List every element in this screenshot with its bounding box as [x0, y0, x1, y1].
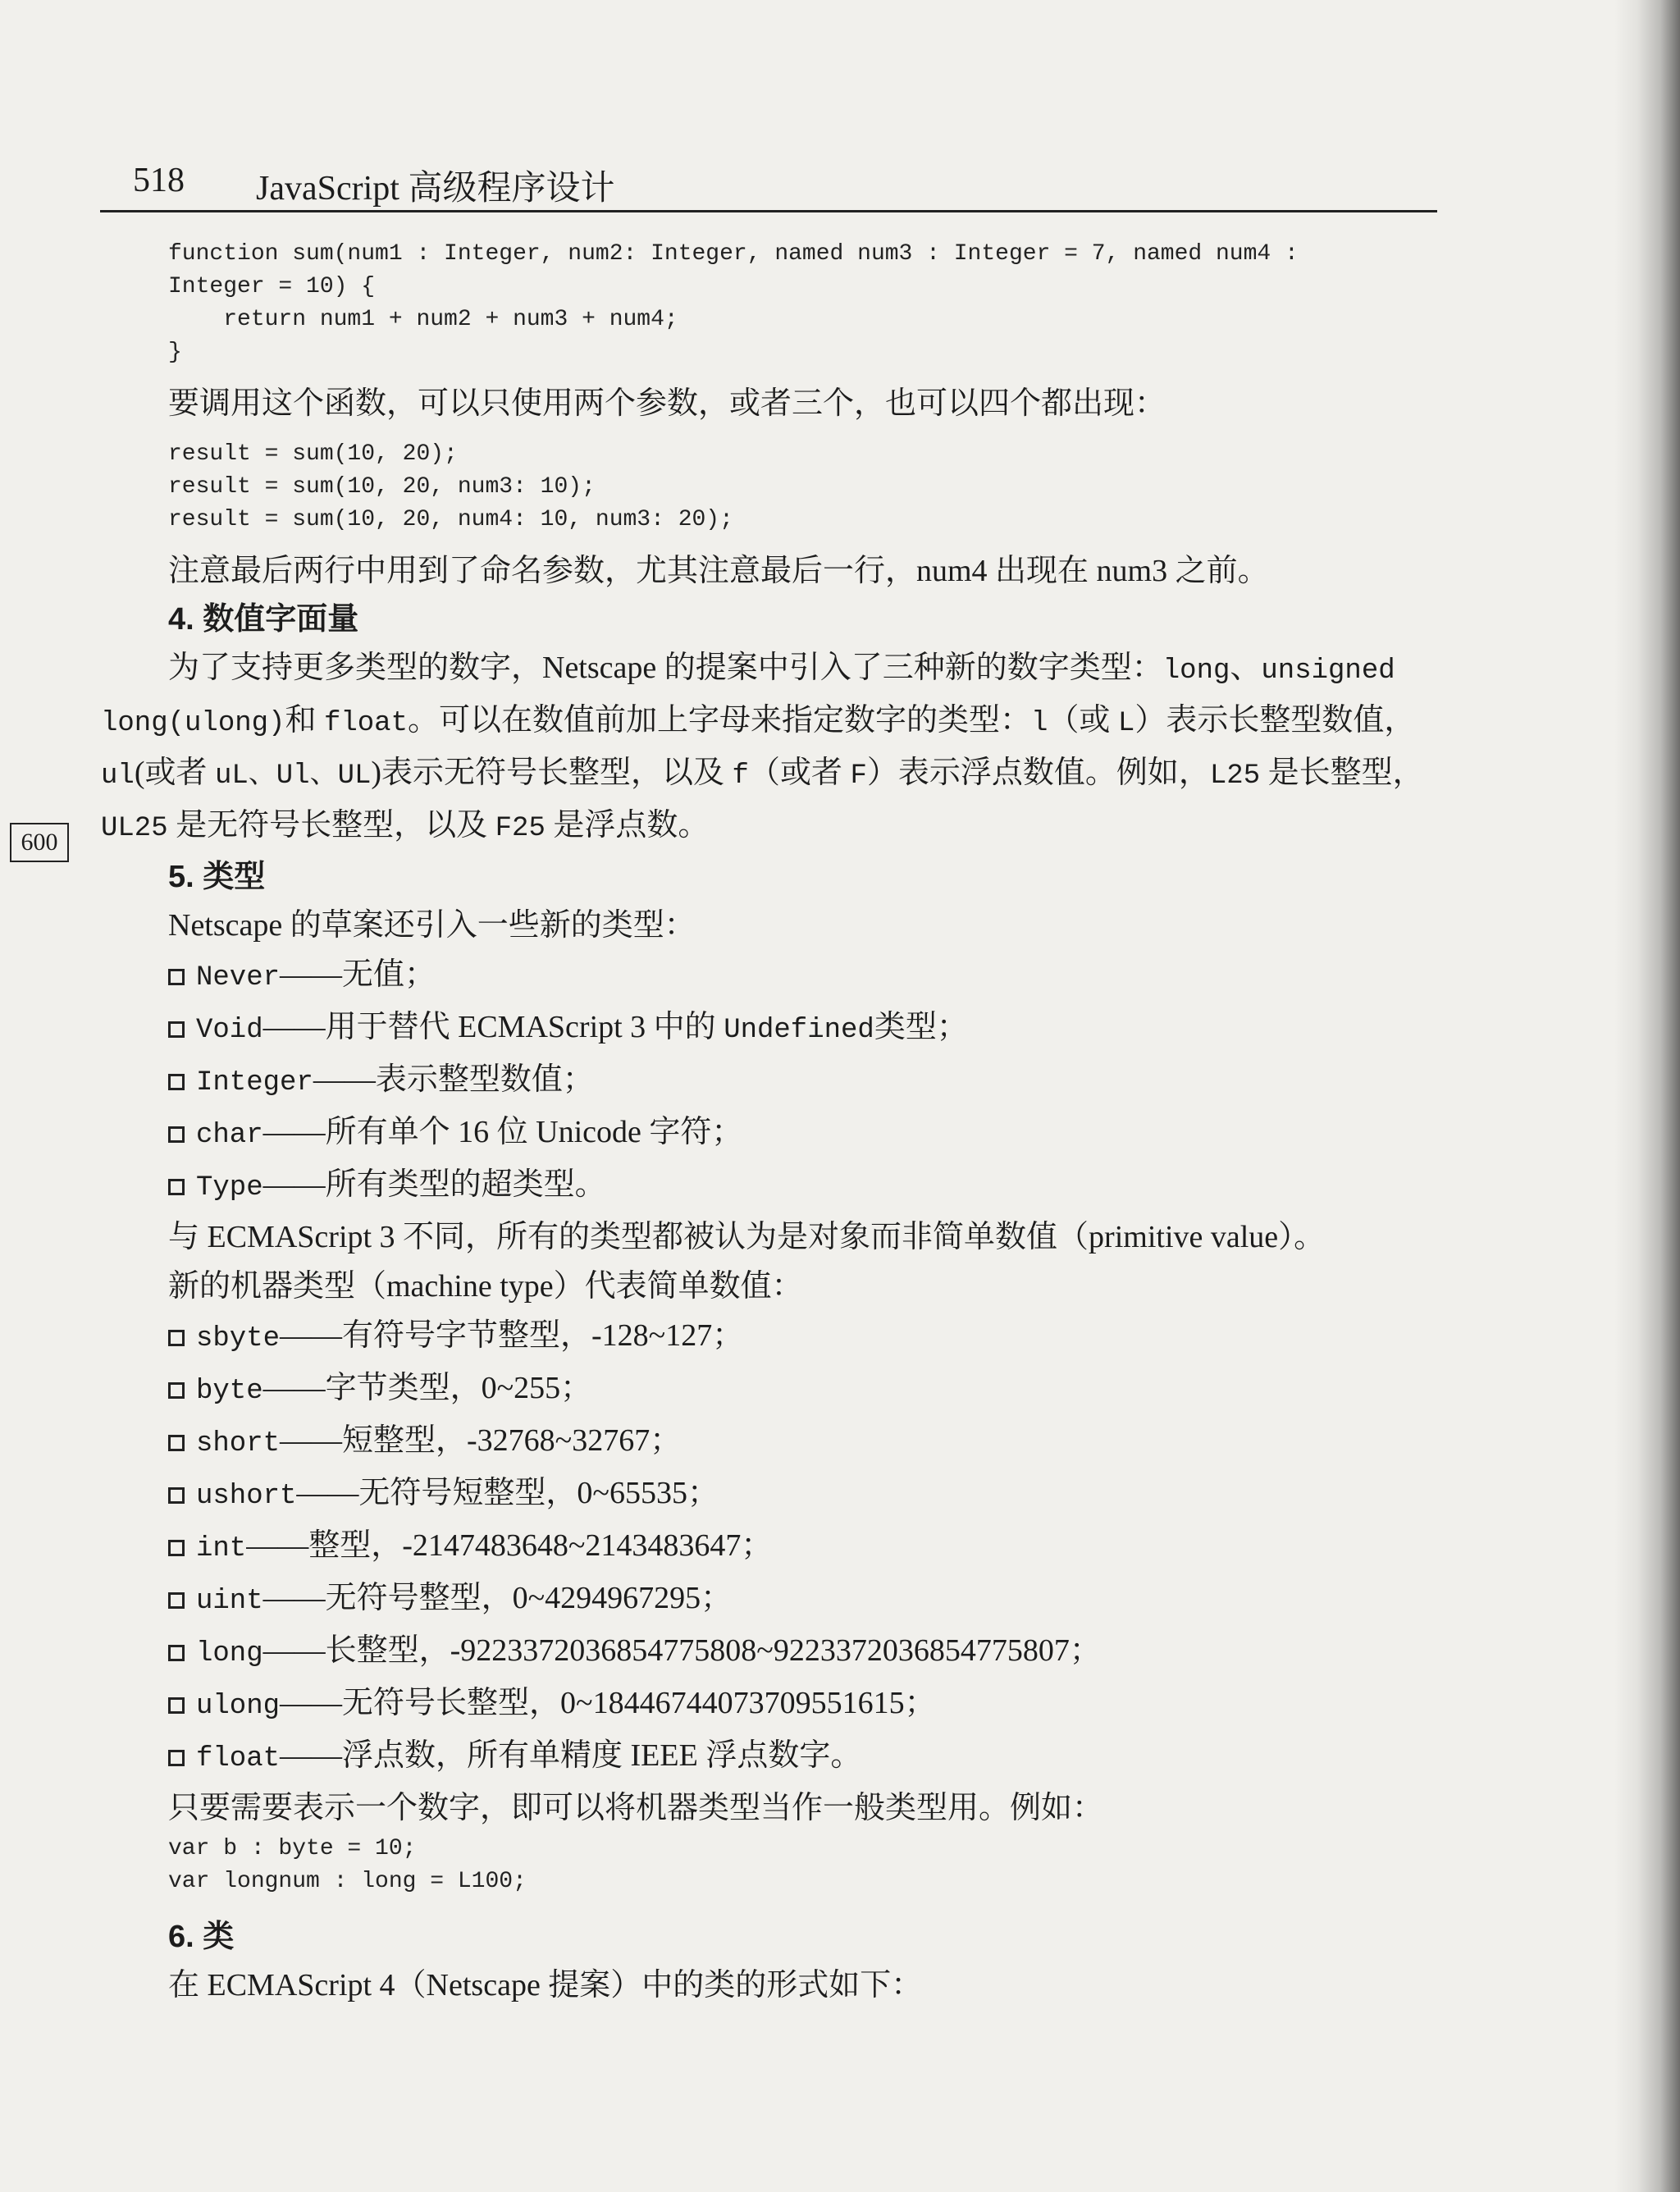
checkbox-bullet-icon [168, 1645, 185, 1661]
paragraph-types-are-objects: 与 ECMAScript 3 不同，所有的类型都被认为是对象而非简单数值（primitive value）。 [168, 1220, 1326, 1254]
list-item-type: char——所有单个 16 位 Unicode 字符； [168, 1107, 1472, 1160]
list-item-machine-type: float——浮点数，所有单精度 IEEE 浮点数字。 [168, 1731, 1472, 1783]
running-title: JavaScript 高级程序设计 [256, 170, 615, 208]
page-header [100, 156, 1437, 212]
page-body [101, 238, 1472, 2010]
list-item-type: Void——用于替代 ECMAScript 3 中的 Undefined类型； [168, 1002, 1472, 1055]
list-item-machine-type: byte——字节类型，0~255； [168, 1363, 1472, 1416]
paragraph-new-types-intro: Netscape 的草案还引入一些新的类型： [168, 908, 696, 943]
checkbox-bullet-icon [168, 1540, 185, 1556]
code-block-var-examples: var b : byte = 10; var longnum : long = L100; [168, 1836, 527, 1894]
heading-classes: 6. 类 [168, 1920, 235, 1954]
paragraph-machine-types-intro: 新的机器类型（machine type）代表简单数值： [168, 1269, 803, 1304]
list-item-type: Type——所有类型的超类型。 [168, 1160, 1472, 1212]
checkbox-bullet-icon [168, 1330, 185, 1346]
list-item-machine-type: uint——无符号整型，0~4294967295； [168, 1573, 1472, 1626]
list-item-machine-type: long——长整型，-9223372036854775808~9223372036854775807； [168, 1626, 1472, 1678]
paragraph-class-form: 在 ECMAScript 4（Netscape 提案）中的类的形式如下： [168, 1968, 923, 2002]
checkbox-bullet-icon [168, 1697, 185, 1714]
book-spine-shadow [1614, 0, 1680, 2192]
heading-types: 5. 类型 [168, 860, 266, 894]
page-number: 518 [133, 162, 185, 199]
list-item-type: Integer——表示整型数值； [168, 1055, 1472, 1107]
paragraph-call-sum: 要调用这个函数，可以只使用两个参数，或者三个，也可以四个都出现： [168, 386, 1166, 421]
checkbox-bullet-icon [168, 969, 185, 985]
checkbox-bullet-icon [168, 1074, 185, 1090]
list-item-type: Never——无值； [168, 950, 1472, 1002]
list-item-machine-type: ushort——无符号短整型，0~65535； [168, 1468, 1472, 1521]
checkbox-bullet-icon [168, 1126, 185, 1143]
original-page-marker: 600 [10, 823, 69, 862]
checkbox-bullet-icon [168, 1592, 185, 1609]
paragraph-named-params: 注意最后两行中用到了命名参数，尤其注意最后一行，num4 出现在 num3 之前。 [168, 554, 1269, 588]
checkbox-bullet-icon [168, 1179, 185, 1195]
checkbox-bullet-icon [168, 1382, 185, 1399]
checkbox-bullet-icon [168, 1435, 185, 1451]
paragraph-machine-types-usage: 只要需要表示一个数字，即可以将机器类型当作一般类型用。例如： [168, 1791, 1104, 1825]
code-block-sum-function: function sum(num1 : Integer, num2: Integer, named num3 : Integer = 7, named num4 : Integer = 10) { return num1 + num2 + num3 + num4; } [168, 241, 1299, 365]
paragraph-numeric-types: 为了支持更多类型的数字，Netscape 的提案中引入了三种新的数字类型：long、unsigned long(ulong)和 float。可以在数值前加上字母来指定数字的类型：l（或 L）表示长整型数值，ul(或者 uL、Ul、UL)表示无符号长整型，以及 f（或者 F）表示浮点数值。例如，L25 是长整型，UL25 是无符号长整型，以及 F25 是浮点数。 [101, 651, 1424, 844]
list-item-machine-type: int——整型，-2147483648~2143483647； [168, 1521, 1472, 1573]
code-block-sum-calls: result = sum(10, 20); result = sum(10, 20, num3: 10); result = sum(10, 20, num4: 10, num3: 20); [168, 441, 733, 532]
list-item-machine-type: short——短整型，-32768~32767； [168, 1416, 1472, 1468]
list-item-machine-type: sbyte——有符号字节整型，-128~127； [168, 1311, 1472, 1363]
heading-numeric-literals: 4. 数值字面量 [168, 602, 359, 637]
checkbox-bullet-icon [168, 1750, 185, 1766]
checkbox-bullet-icon [168, 1487, 185, 1504]
list-item-machine-type: ulong——无符号长整型，0~18446744073709551615； [168, 1678, 1472, 1731]
checkbox-bullet-icon [168, 1021, 185, 1038]
